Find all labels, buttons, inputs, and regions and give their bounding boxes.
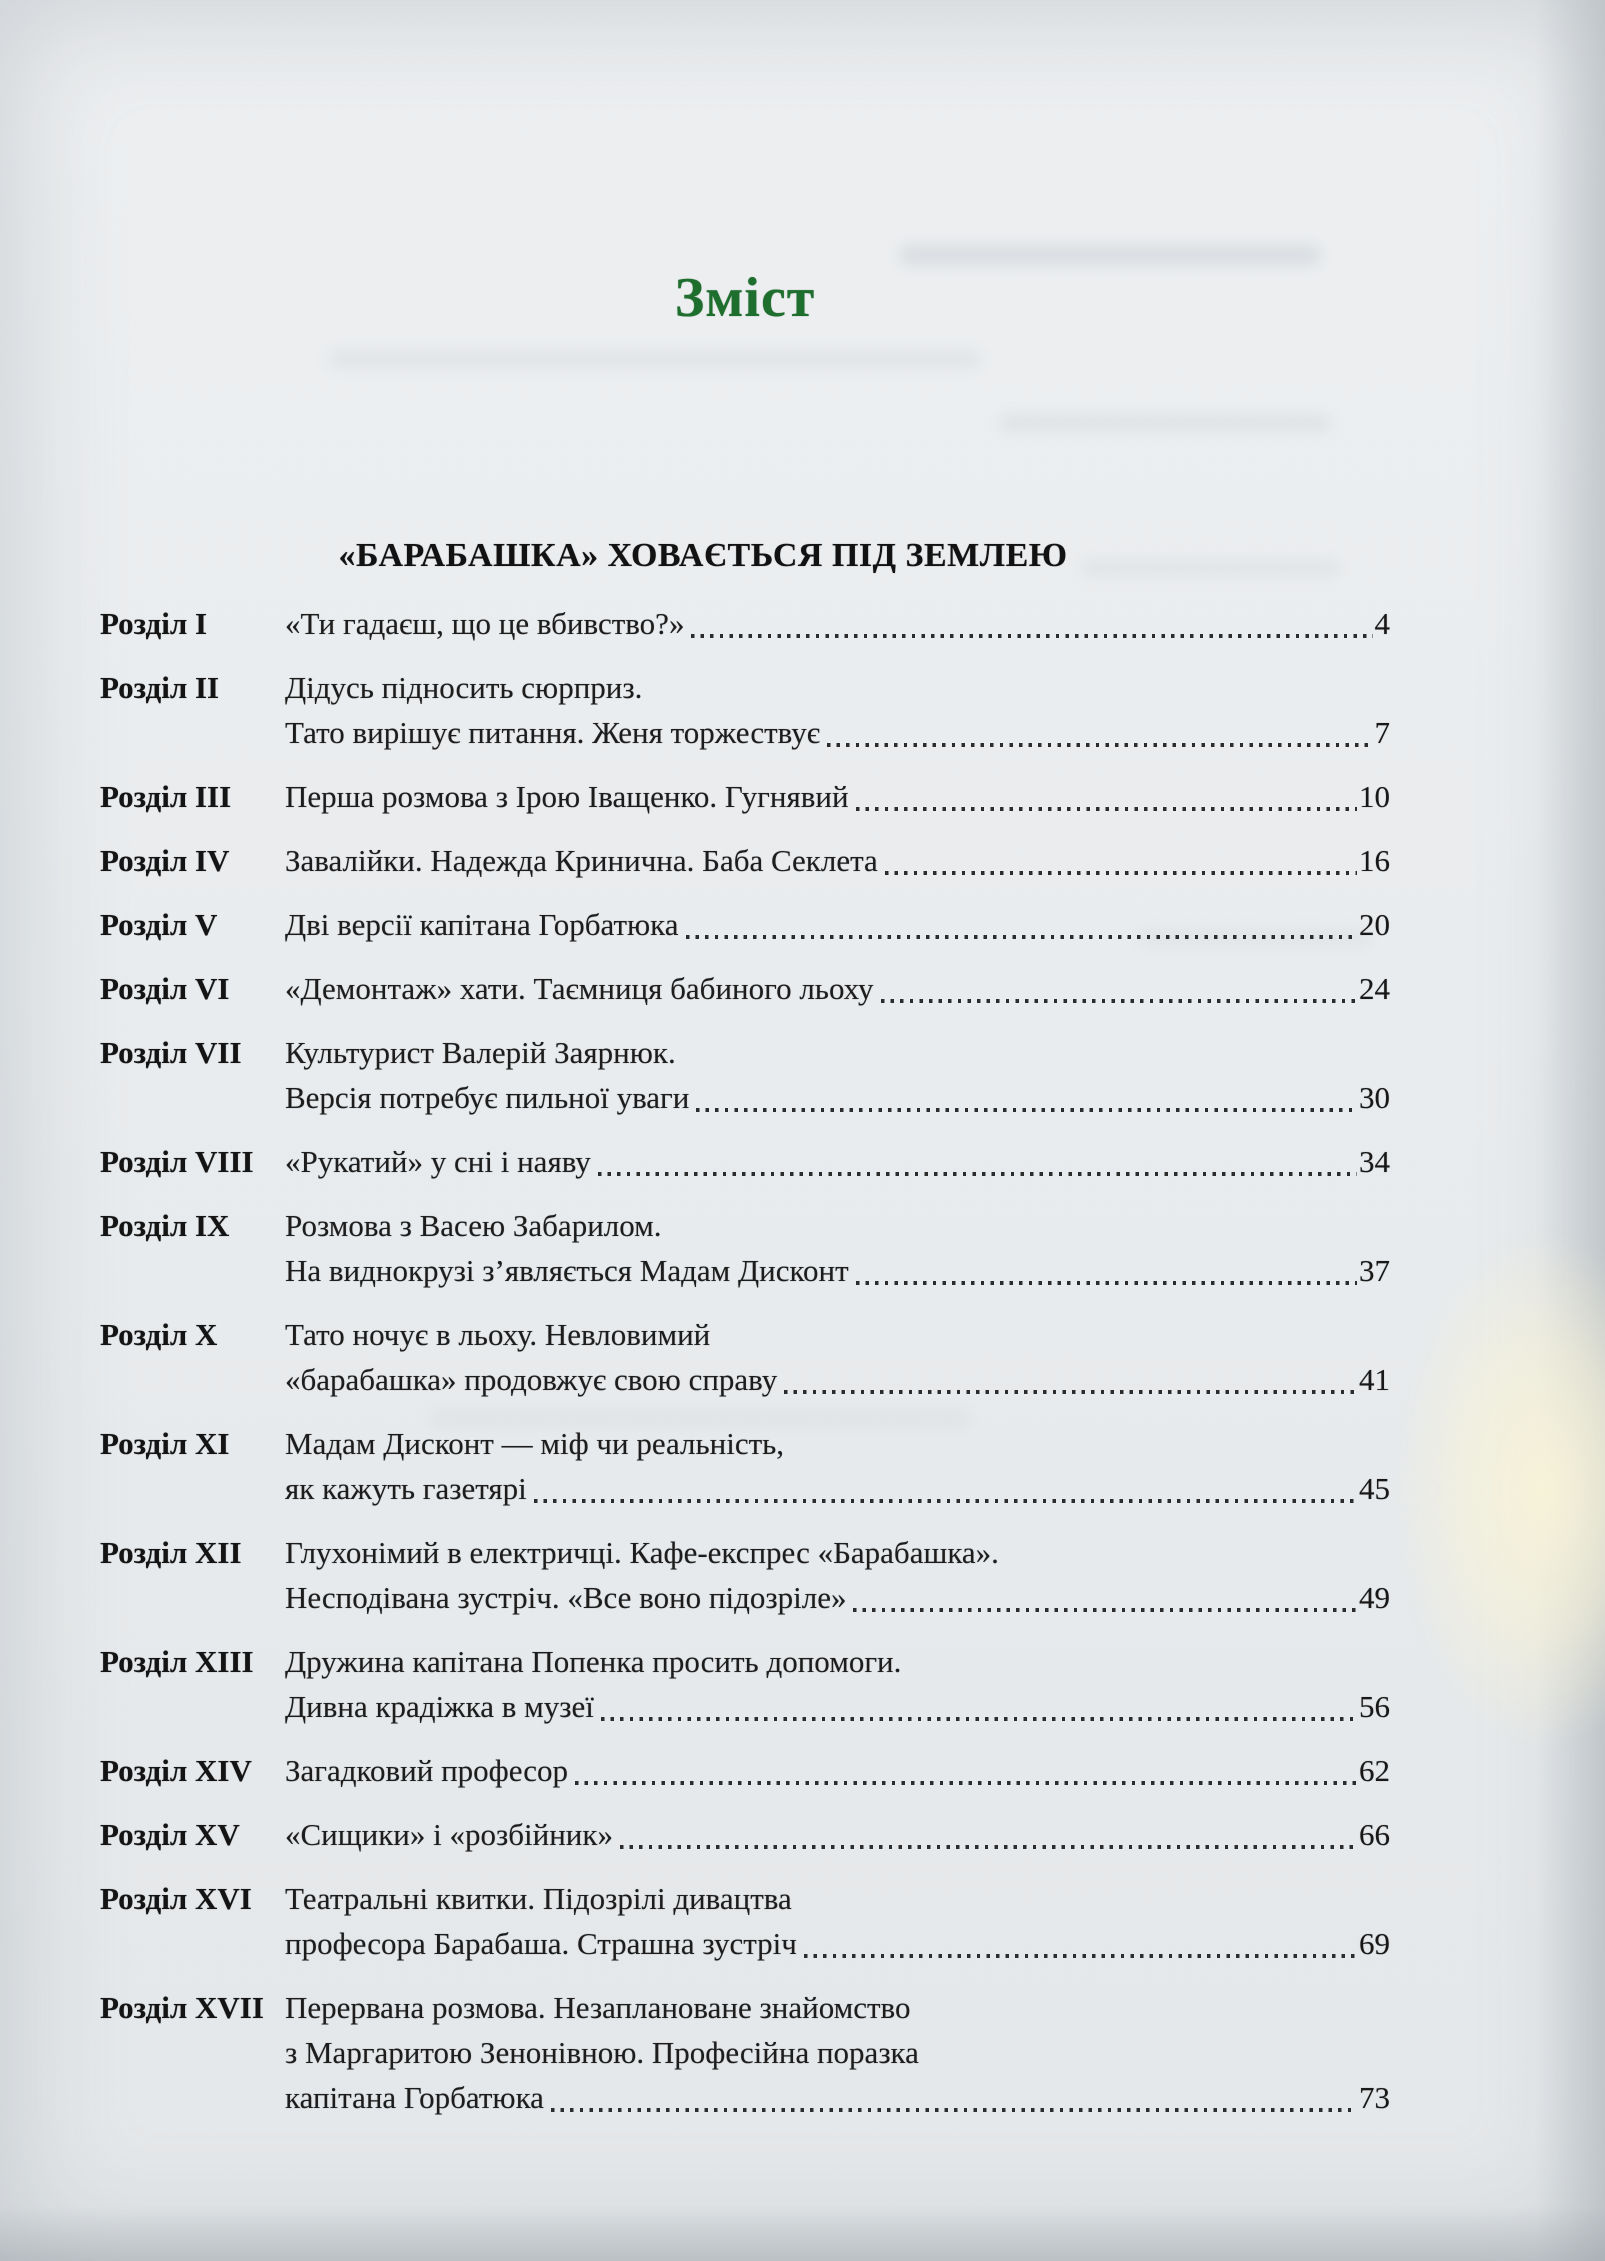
- chapter-title-text: як кажуть газетярі: [285, 1471, 527, 1506]
- dotted-leader: [534, 1499, 1357, 1503]
- chapter-label: Розділ XII: [100, 1535, 242, 1570]
- page-number: 41: [1359, 1362, 1390, 1397]
- chapter-title: [285, 1530, 1390, 1620]
- chapter-title-text: Дідусь підносить сюрприз.: [285, 670, 643, 705]
- page-number: 24: [1359, 971, 1390, 1006]
- chapter-title-text: Дві версії капітана Горбатюка: [285, 907, 679, 942]
- chapter-title-line: [285, 966, 1390, 1011]
- dotted-leader: [620, 1845, 1357, 1849]
- page-number: 16: [1359, 843, 1390, 878]
- chapter-title-line: [285, 2075, 1390, 2120]
- chapter-title: [285, 1139, 1390, 1184]
- dotted-leader: [691, 634, 1372, 638]
- chapter-title: [285, 838, 1390, 883]
- chapter-title-line: [285, 1030, 1390, 1075]
- chapter-label: Розділ VII: [100, 1035, 242, 1070]
- chapter-label: Розділ IV: [100, 843, 230, 878]
- dotted-leader: [696, 1108, 1357, 1112]
- toc-list: [100, 601, 1390, 2139]
- chapter-title-line: [285, 1985, 1390, 2030]
- toc-entry: [100, 774, 1390, 819]
- toc-entry: [100, 838, 1390, 883]
- dotted-leader: [881, 999, 1358, 1003]
- chapter-label: Розділ II: [100, 670, 220, 705]
- page-number: 7: [1374, 715, 1390, 750]
- chapter-title: [285, 774, 1390, 819]
- chapter-title-line: [285, 1575, 1390, 1620]
- toc-entry: [100, 1203, 1390, 1293]
- chapter-title: [285, 601, 1390, 646]
- chapter-label: Розділ III: [100, 779, 232, 814]
- chapter-title-line: [285, 1421, 1390, 1466]
- page-number: 49: [1359, 1580, 1390, 1615]
- chapter-title-line: [285, 1466, 1390, 1511]
- chapter-label: Розділ XI: [100, 1426, 230, 1461]
- chapter-label: Розділ X: [100, 1317, 218, 1352]
- chapter-title: [285, 1876, 1390, 1966]
- chapter-title-text: «Ти гадаєш, що це вбивство?»: [285, 606, 685, 641]
- chapter-title-text: Культурист Валерій Заярнюк.: [285, 1035, 676, 1070]
- page-curl-highlight: [1395, 1230, 1605, 1750]
- chapter-title: [285, 902, 1390, 947]
- dotted-leader: [856, 1281, 1357, 1285]
- chapter-title: [285, 966, 1390, 1011]
- chapter-title-text: Несподівана зустріч. «Все воно підозріле»: [285, 1580, 847, 1615]
- chapter-title-text: Тато вирішує питання. Женя торжествує: [285, 715, 821, 750]
- chapter-title-text: Глухонімий в електричці. Кафе-експрес «Барабашка».: [285, 1535, 999, 1570]
- chapter-title-line: [285, 774, 1390, 819]
- page-number: 62: [1359, 1753, 1390, 1788]
- chapter-label: Розділ I: [100, 606, 208, 641]
- chapter-title-text: Загадковий професор: [285, 1753, 569, 1788]
- chapter-title-line: [285, 1812, 1390, 1857]
- chapter-title-text: Дивна крадіжка в музеї: [285, 1689, 594, 1724]
- chapter-title-line: [285, 665, 1390, 710]
- toc-entry: [100, 1639, 1390, 1729]
- chapter-title: [285, 1639, 1390, 1729]
- chapter-title-text: Завалійки. Надежда Кринична. Баба Секлета: [285, 843, 878, 878]
- toc-entry: [100, 1748, 1390, 1793]
- toc-entry: [100, 966, 1390, 1011]
- chapter-title-text: Дружина капітана Попенка просить допомоги.: [285, 1644, 902, 1679]
- chapter-title-line: [285, 601, 1390, 646]
- chapter-title: [285, 1203, 1390, 1293]
- chapter-label: Розділ IX: [100, 1208, 230, 1243]
- chapter-title-text: «барабашка» продовжує свою справу: [285, 1362, 778, 1397]
- chapter-title-line: [285, 1684, 1390, 1729]
- chapter-label: Розділ XV: [100, 1817, 240, 1852]
- page-title: Зміст: [674, 266, 816, 329]
- table-of-contents-page: [100, 0, 1390, 2261]
- toc-entry: [100, 902, 1390, 947]
- chapter-title-text: Мадам Дисконт — міф чи реальність,: [285, 1426, 785, 1461]
- chapter-title-line: [285, 1248, 1390, 1293]
- chapter-title: [285, 1312, 1390, 1402]
- chapter-label: Розділ XIII: [100, 1644, 254, 1679]
- chapter-title-text: «Рукатий» у сні і наяву: [285, 1144, 591, 1179]
- dotted-leader: [804, 1954, 1357, 1958]
- page-number: 73: [1359, 2080, 1390, 2115]
- dotted-leader: [601, 1717, 1357, 1721]
- chapter-title-line: [285, 902, 1390, 947]
- toc-entry: [100, 1030, 1390, 1120]
- chapter-title: [285, 1421, 1390, 1511]
- chapter-title-line: [285, 1530, 1390, 1575]
- chapter-label: Розділ VI: [100, 971, 230, 1006]
- toc-entry: [100, 1312, 1390, 1402]
- chapter-label: Розділ V: [100, 907, 218, 942]
- chapter-title-text: «Демонтаж» хати. Таємниця бабиного льоху: [285, 971, 874, 1006]
- chapter-title-line: [285, 838, 1390, 883]
- chapter-title: [285, 665, 1390, 755]
- chapter-title-text: Розмова з Васею Забарилом.: [285, 1208, 662, 1243]
- chapter-title-line: [285, 1876, 1390, 1921]
- dotted-leader: [686, 935, 1357, 939]
- page-number: 56: [1359, 1689, 1390, 1724]
- chapter-title-line: [285, 1639, 1390, 1684]
- dotted-leader: [551, 2108, 1357, 2112]
- chapter-title-line: [285, 1075, 1390, 1120]
- chapter-title-line: [285, 710, 1390, 755]
- chapter-title: [285, 1030, 1390, 1120]
- chapter-title-text: Перша розмова з Ірою Іващенко. Гугнявий: [285, 779, 849, 814]
- chapter-title: [285, 1985, 1390, 2120]
- section-heading: «БАРАБАШКА» ХОВАЄТЬСЯ ПІД ЗЕМЛЕЮ: [338, 537, 1068, 575]
- chapter-title-line: [285, 1139, 1390, 1184]
- toc-entry: [100, 1812, 1390, 1857]
- chapter-label: Розділ XVI: [100, 1881, 252, 1916]
- chapter-title-text: професора Барабаша. Страшна зустріч: [285, 1926, 797, 1961]
- page-number: 69: [1359, 1926, 1390, 1961]
- chapter-title-line: [285, 1748, 1390, 1793]
- dotted-leader: [885, 871, 1357, 875]
- page-number: 66: [1359, 1817, 1390, 1852]
- page-number: 37: [1359, 1253, 1390, 1288]
- toc-entry: [100, 601, 1390, 646]
- toc-entry: [100, 665, 1390, 755]
- chapter-title-line: [285, 1312, 1390, 1357]
- chapter-title-text: «Сищики» і «розбійник»: [285, 1817, 613, 1852]
- toc-entry: [100, 1421, 1390, 1511]
- chapter-title-text: На виднокрузі з’являється Мадам Дисконт: [285, 1253, 849, 1288]
- chapter-title-line: [285, 2030, 1390, 2075]
- chapter-title-line: [285, 1203, 1390, 1248]
- chapter-title-text: Театральні квитки. Підозрілі дивацтва: [285, 1881, 792, 1916]
- toc-entry: [100, 1985, 1390, 2120]
- chapter-title-text: Тато ночує в льоху. Невловимий: [285, 1317, 711, 1352]
- dotted-leader: [575, 1781, 1357, 1785]
- dotted-leader: [856, 807, 1357, 811]
- toc-entry: [100, 1530, 1390, 1620]
- page-number: 20: [1359, 907, 1390, 942]
- chapter-title: [285, 1812, 1390, 1857]
- toc-entry: [100, 1876, 1390, 1966]
- chapter-title-text: Версія потребує пильної уваги: [285, 1080, 690, 1115]
- chapter-title-line: [285, 1921, 1390, 1966]
- page-number: 45: [1359, 1471, 1390, 1506]
- chapter-label: Розділ VIII: [100, 1144, 254, 1179]
- page-number: 4: [1374, 606, 1390, 641]
- dotted-leader: [827, 743, 1372, 747]
- toc-entry: [100, 1139, 1390, 1184]
- dotted-leader: [598, 1172, 1357, 1176]
- page-number: 10: [1359, 779, 1390, 814]
- page-number: 30: [1359, 1080, 1390, 1115]
- dotted-leader: [784, 1390, 1357, 1394]
- chapter-label: Розділ XIV: [100, 1753, 252, 1788]
- chapter-label: Розділ XVII: [100, 1990, 264, 2025]
- page-right-edge-shadow: [1535, 0, 1605, 2261]
- chapter-title-text: з Маргаритою Зенонівною. Професійна поразка: [285, 2035, 919, 2070]
- chapter-title-text: капітана Горбатюка: [285, 2080, 544, 2115]
- page-number: 34: [1359, 1144, 1390, 1179]
- dotted-leader: [853, 1608, 1357, 1612]
- chapter-title-line: [285, 1357, 1390, 1402]
- chapter-title: [285, 1748, 1390, 1793]
- chapter-title-text: Перервана розмова. Незаплановане знайомство: [285, 1990, 911, 2025]
